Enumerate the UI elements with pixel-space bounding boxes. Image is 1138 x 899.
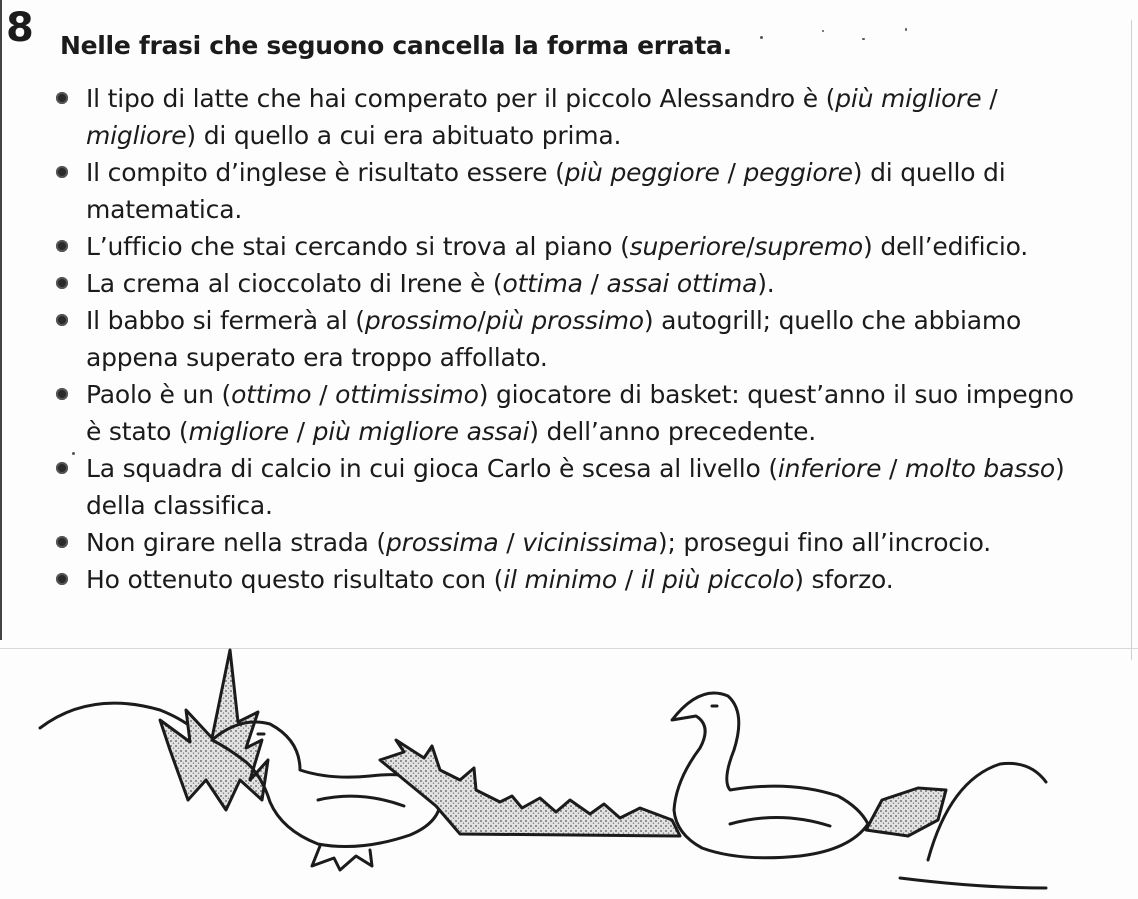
sentence-item <box>54 302 1074 376</box>
sentence-list <box>54 80 1074 598</box>
sentence-text: / <box>981 84 998 113</box>
left-duck-wing <box>318 796 404 806</box>
right-duck-wing <box>730 817 830 826</box>
sentence-text: Il compito d’inglese è risultato essere ( <box>86 158 565 187</box>
bullet-icon <box>56 573 68 585</box>
sentence-text: ) di quello a cui era abituato prima. <box>186 121 622 150</box>
sentence-text: / <box>288 417 313 446</box>
sentence-item <box>54 265 1074 302</box>
sentence-text: L’ufficio che stai cercando si trova al piano ( <box>86 232 630 261</box>
sentence-text: / <box>477 306 486 335</box>
answer-option[interactable]: prossimo <box>364 306 478 335</box>
page-edge-right <box>1131 20 1132 660</box>
sentence-text: / <box>582 269 607 298</box>
sentence-text: / <box>617 565 641 594</box>
sentence-item <box>54 450 1074 524</box>
answer-option[interactable]: vicinissima <box>522 528 658 557</box>
answer-option[interactable]: ottimo <box>231 380 312 409</box>
sentence-text: / <box>881 454 905 483</box>
right-hill-outline <box>928 763 1046 860</box>
sentence-text: ). <box>757 269 775 298</box>
bullet-icon <box>56 240 68 252</box>
sentence-text: / <box>719 158 744 187</box>
bullet-icon <box>56 92 68 104</box>
answer-option[interactable]: il minimo <box>503 565 617 594</box>
sentence-item <box>54 80 1074 154</box>
answer-option[interactable]: prossima <box>385 528 499 557</box>
illustration-ducks-and-grass <box>0 630 1138 899</box>
answer-option[interactable]: ottima <box>502 269 583 298</box>
sentence-text: Paolo è un ( <box>86 380 232 409</box>
answer-option[interactable]: peggiore <box>743 158 853 187</box>
sentence-text: ) dell’edificio. <box>863 232 1029 261</box>
bullet-icon <box>56 277 68 289</box>
sentence-text: ) di quello di matematica. <box>86 158 1006 224</box>
sentence-text: / <box>746 232 755 261</box>
answer-option[interactable]: molto basso <box>904 454 1055 483</box>
answer-option[interactable]: più migliore assai <box>312 417 530 446</box>
bullet-icon <box>56 388 68 400</box>
exercise-instruction: Nelle frasi che seguono cancella la forma errata. <box>60 31 732 60</box>
answer-option[interactable]: inferiore <box>777 454 882 483</box>
sentence-text: ) autogrill; quello che abbiamo appena superato era troppo affollato. <box>86 306 1022 372</box>
sentence-text: ) della classifica. <box>86 454 1065 520</box>
sentence-text: Ho ottenuto questo risultato con ( <box>86 565 504 594</box>
right-stone <box>866 788 946 836</box>
left-duck-feet <box>312 846 372 870</box>
scan-speck <box>760 36 763 39</box>
bullet-icon <box>56 166 68 178</box>
sentence-text: La squadra di calcio in cui gioca Carlo è scesa al livello ( <box>86 454 778 483</box>
sentence-text: ) dell’anno precedente. <box>529 417 817 446</box>
sentence-item <box>54 154 1074 228</box>
sentence-text: Non girare nella strada ( <box>86 528 386 557</box>
sentence-text: ) giocatore di basket: quest’anno il suo impegno è stato ( <box>86 380 1074 446</box>
answer-option[interactable]: il più piccolo <box>640 565 795 594</box>
sentence-text: / <box>498 528 523 557</box>
scan-speck <box>862 38 865 40</box>
right-hill-base <box>900 878 1046 888</box>
bullet-icon <box>56 314 68 326</box>
sentence-text: ); prosegui fino all’incrocio. <box>657 528 991 557</box>
sentence-item <box>54 561 1074 598</box>
sentence-text: La crema al cioccolato di Irene è ( <box>86 269 503 298</box>
left-spiky-plant <box>160 650 268 810</box>
sentence-text: ) sforzo. <box>794 565 894 594</box>
page-edge-left <box>0 0 2 640</box>
answer-option[interactable]: più peggiore <box>564 158 720 187</box>
answer-option[interactable]: più prossimo <box>485 306 644 335</box>
sentence-text: / <box>311 380 336 409</box>
answer-option[interactable]: migliore <box>86 121 187 150</box>
sentence-text: Il babbo si fermerà al ( <box>86 306 365 335</box>
answer-option[interactable]: più migliore <box>835 84 982 113</box>
scan-speck <box>822 30 824 32</box>
sentence-item <box>54 376 1074 450</box>
sentence-item <box>54 524 1074 561</box>
exercise-number: 8 <box>6 5 34 51</box>
answer-option[interactable]: ottimissimo <box>335 380 479 409</box>
answer-option[interactable]: assai ottima <box>606 269 758 298</box>
bullet-icon <box>56 462 68 474</box>
answer-option[interactable]: migliore <box>188 417 289 446</box>
sentence-item <box>54 228 1074 265</box>
answer-option[interactable]: supremo <box>754 232 864 261</box>
scan-speck <box>905 28 907 31</box>
answer-option[interactable]: superiore <box>629 232 747 261</box>
bullet-icon <box>56 536 68 548</box>
sentence-text: Il tipo di latte che hai comperato per il piccolo Alessandro è ( <box>86 84 836 113</box>
middle-grass <box>380 740 680 836</box>
right-duck-outline <box>672 693 868 858</box>
